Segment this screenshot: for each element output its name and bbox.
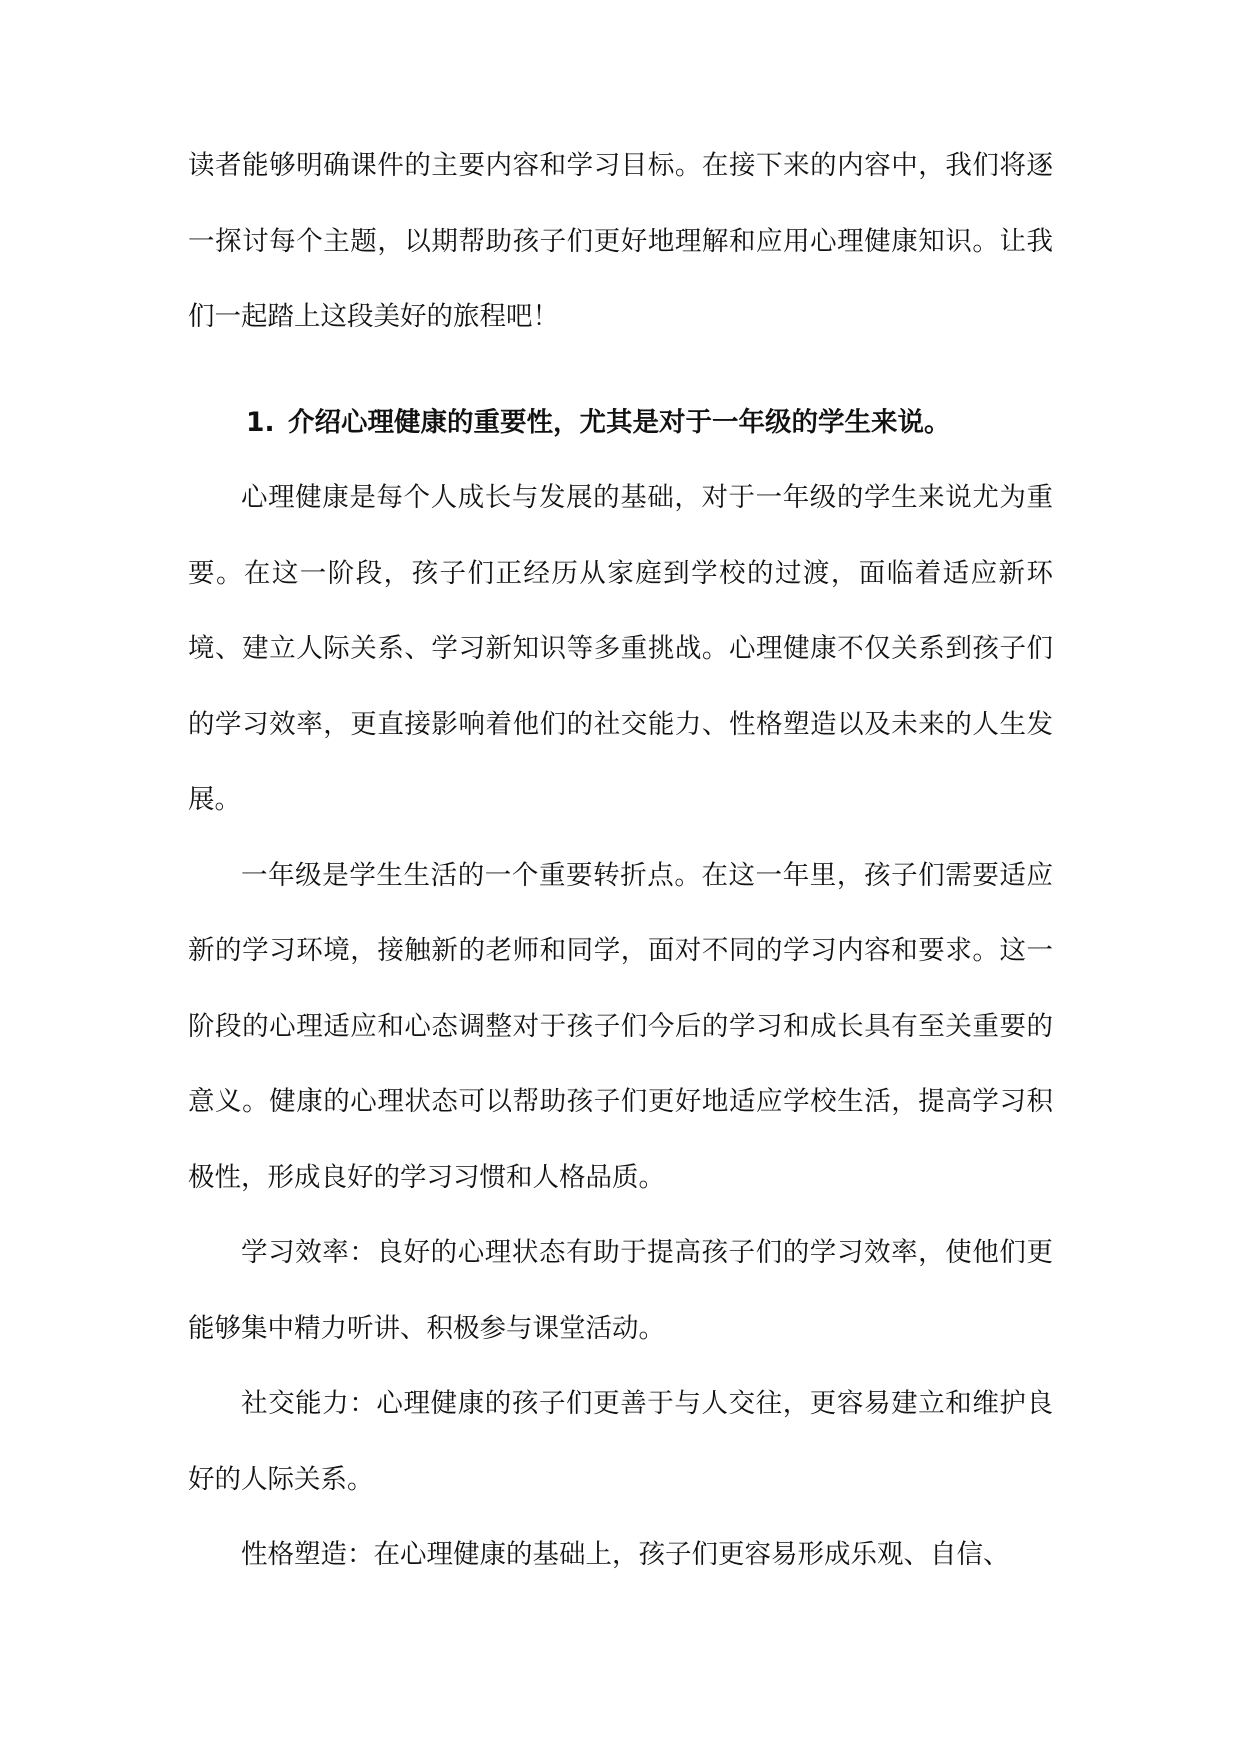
document-page <box>188 128 1053 1593</box>
section-title: 介绍心理健康的重要性，尤其是对于一年级的学生来说。 <box>288 406 951 438</box>
body-paragraph-5: 性格塑造：在心理健康的基础上，孩子们更容易形成乐观、自信、 <box>241 1539 1010 1570</box>
section-heading <box>188 385 1053 461</box>
body-paragraph-1: 心理健康是每个人成长与发展的基础，对于一年级的学生来说尤为重要。在这一阶段，孩子们正经历从家庭到学校的过渡，面临着适应新环境、建立人际关系、学习新知识等多重挑战。心理健康不仅关系到孩子们的学习效率，更直接影响着他们的社交能力、性格塑造以及未来的人生发展。 <box>188 482 1053 815</box>
body-paragraph-3: 学习效率：良好的心理状态有助于提高孩子们的学习效率，使他们更能够集中精力听讲、积极参与课堂活动。 <box>188 1237 1053 1344</box>
section-number: 1. <box>246 406 275 438</box>
body-paragraph-2: 一年级是学生生活的一个重要转折点。在这一年里，孩子们需要适应新的学习环境，接触新的老师和同学，面对不同的学习内容和要求。这一阶段的心理适应和心态调整对于孩子们今后的学习和成长具有至关重要的意义。健康的心理状态可以帮助孩子们更好地适应学校生活，提高学习积极性，形成良好的学习习惯和人格品质。 <box>188 859 1053 1193</box>
body-paragraph-4: 社交能力：心理健康的孩子们更善于与人交往，更容易建立和维护良好的人际关系。 <box>188 1388 1053 1495</box>
intro-paragraph: 读者能够明确课件的主要内容和学习目标。在接下来的内容中，我们将逐一探讨每个主题，以期帮助孩子们更好地理解和应用心理健康知识。让我们一起踏上这段美好的旅程吧！ <box>188 150 1053 332</box>
